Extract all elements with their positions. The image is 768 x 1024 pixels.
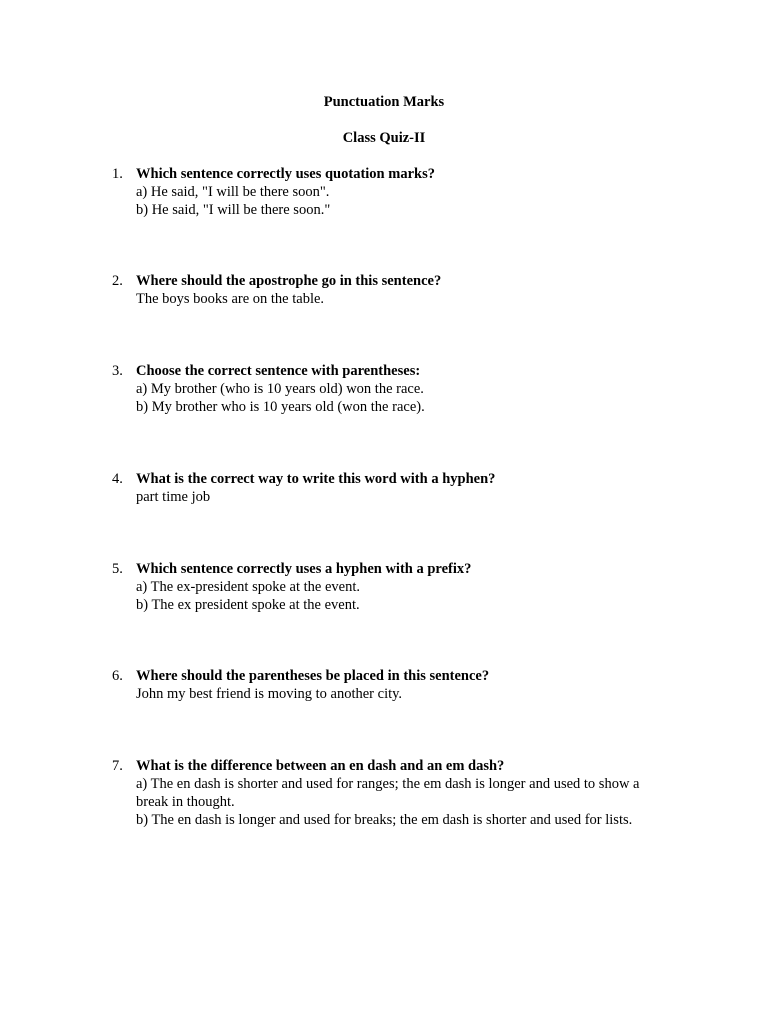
- question-text: Which sentence correctly uses quotation marks?: [136, 166, 435, 182]
- document-title: Punctuation Marks: [323, 94, 445, 110]
- answer-option-a: a) He said, "I will be there soon".: [136, 184, 330, 200]
- question-number: 5.: [112, 561, 123, 577]
- question-sentence: John my best friend is moving to another city.: [136, 686, 403, 702]
- question-text: Which sentence correctly uses a hyphen with a prefix?: [136, 561, 472, 577]
- question-number: 3.: [112, 363, 123, 379]
- answer-option-a: a) My brother (who is 10 years old) won the race.: [136, 381, 424, 397]
- question-number: 2.: [112, 273, 123, 289]
- answer-option-b: b) The ex president spoke at the event.: [136, 597, 360, 613]
- question-3: [112, 362, 672, 416]
- question-2: [112, 272, 672, 308]
- question-5: [112, 560, 672, 614]
- question-7: [112, 757, 672, 829]
- question-number: 7.: [112, 758, 123, 774]
- document-subtitle: Class Quiz-II: [342, 130, 426, 146]
- question-text: Choose the correct sentence with parentheses:: [136, 363, 421, 379]
- answer-option-a: a) The ex-president spoke at the event.: [136, 579, 360, 595]
- question-1: [112, 165, 672, 219]
- answer-option-a: a) The en dash is shorter and used for ranges; the em dash is longer and used to show a break in thought.: [136, 776, 640, 810]
- answer-option-b: b) My brother who is 10 years old (won the race).: [136, 399, 425, 415]
- question-number: 1.: [112, 166, 123, 182]
- question-text: Where should the parentheses be placed in this sentence?: [136, 668, 490, 684]
- question-text: What is the correct way to write this word with a hyphen?: [136, 471, 496, 487]
- question-4: [112, 470, 672, 506]
- answer-option-b: b) He said, "I will be there soon.": [136, 202, 331, 218]
- question-number: 6.: [112, 668, 123, 684]
- answer-option-b: b) The en dash is longer and used for breaks; the em dash is shorter and used for lists.: [136, 812, 633, 828]
- question-6: [112, 667, 672, 703]
- question-text: What is the difference between an en dash and an em dash?: [136, 758, 505, 774]
- question-sentence: part time job: [136, 489, 211, 505]
- question-number: 4.: [112, 471, 123, 487]
- question-text: Where should the apostrophe go in this sentence?: [136, 273, 442, 289]
- question-sentence: The boys books are on the table.: [136, 291, 325, 307]
